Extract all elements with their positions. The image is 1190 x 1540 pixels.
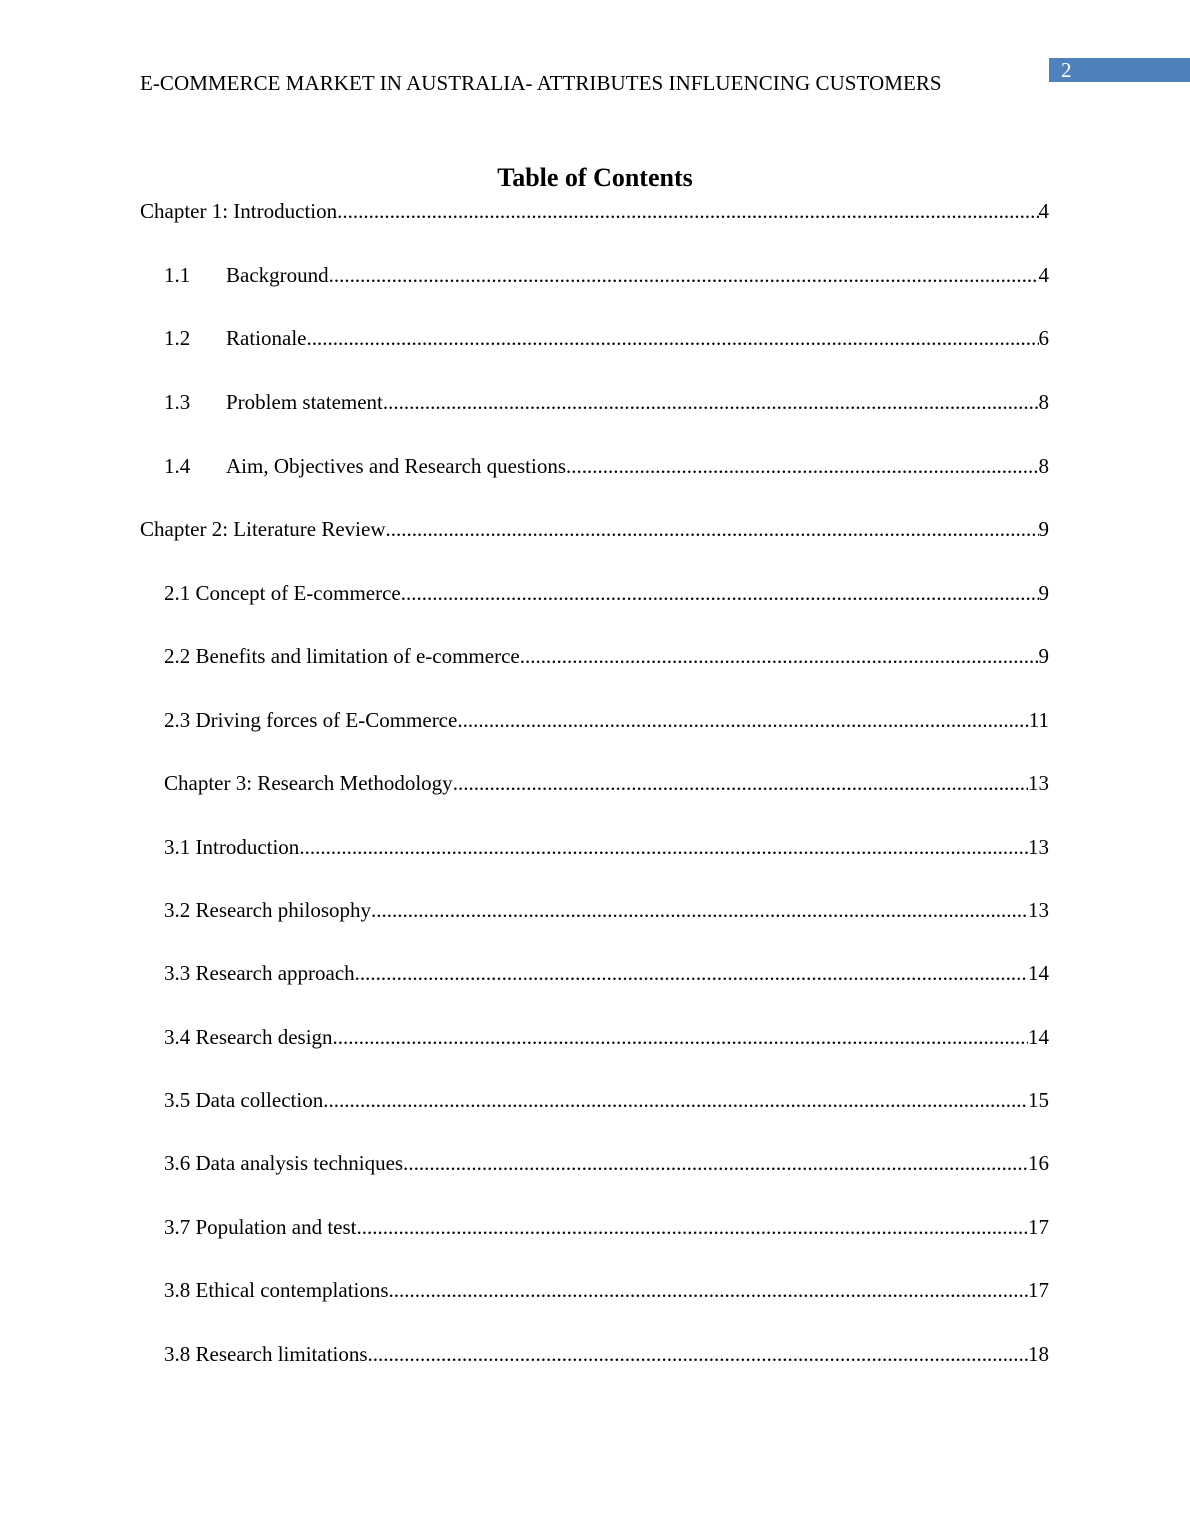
toc-entry-chapter-2[interactable] <box>140 515 1049 543</box>
toc-page-number: 13 <box>1028 835 1049 859</box>
toc-entry-text: 3.8 Research limitations <box>164 1342 368 1366</box>
toc-entry-text: Rationale <box>226 326 307 350</box>
toc-entry-2-1[interactable] <box>164 579 1049 607</box>
toc-entry-1-3[interactable] <box>164 388 1049 416</box>
toc-entry-3-5[interactable] <box>164 1086 1049 1114</box>
toc-page-number: 9 <box>1038 644 1049 668</box>
toc-dot-leader <box>389 1276 1028 1304</box>
toc-entry-text: 3.5 Data collection <box>164 1088 324 1112</box>
toc-page-number: 9 <box>1038 517 1049 541</box>
toc-entry-number: 1.2 <box>164 326 191 350</box>
toc-page-number: 16 <box>1028 1151 1049 1175</box>
toc-dot-leader <box>357 1213 1029 1241</box>
toc-entry-1-2[interactable] <box>164 324 1049 352</box>
toc-page-number: 11 <box>1028 708 1049 732</box>
toc-entry-text: 3.6 Data analysis techniques <box>164 1151 404 1175</box>
page-number: 2 <box>1061 58 1072 82</box>
toc-dot-leader <box>329 261 1039 289</box>
toc-dot-leader <box>457 706 1028 734</box>
toc-entry-2-3[interactable] <box>164 706 1049 734</box>
toc-entry-text: 2.2 Benefits and limitation of e-commerce <box>164 644 520 668</box>
toc-entry-text: Background <box>226 263 329 287</box>
toc-entry-3-7[interactable] <box>164 1213 1049 1241</box>
toc-entry-2-2[interactable] <box>164 642 1049 670</box>
toc-entry-3-6[interactable] <box>164 1149 1049 1177</box>
toc-entry-text: 3.4 Research design <box>164 1025 333 1049</box>
toc-page-number: 4 <box>1038 263 1049 287</box>
toc-page-number: 13 <box>1028 771 1049 795</box>
toc-page-number: 18 <box>1028 1342 1049 1366</box>
toc-entry-text: Chapter 1: Introduction <box>140 199 338 223</box>
toc-page-number: 13 <box>1028 898 1049 922</box>
toc-entry-text: Aim, Objectives and Research questions <box>226 454 566 478</box>
toc-dot-leader <box>383 388 1039 416</box>
toc-dot-leader <box>299 833 1028 861</box>
toc-entry-chapter-3[interactable] <box>164 769 1049 797</box>
toc-entry-3-1[interactable] <box>164 833 1049 861</box>
toc-entry-text: 3.7 Population and test <box>164 1215 357 1239</box>
toc-dot-leader <box>323 1086 1028 1114</box>
toc-page-number: 8 <box>1038 390 1049 414</box>
toc-entry-text: 3.2 Research philosophy <box>164 898 372 922</box>
toc-page-number: 17 <box>1028 1278 1049 1302</box>
toc-entry-text: 2.3 Driving forces of E-Commerce <box>164 708 458 732</box>
toc-entry-1-1[interactable] <box>164 261 1049 289</box>
toc-dot-leader <box>386 515 1039 543</box>
toc-page-number: 9 <box>1038 581 1049 605</box>
toc-dot-leader <box>566 452 1039 480</box>
toc-entry-3-3[interactable] <box>164 959 1049 987</box>
toc-entry-text: 3.8 Ethical contemplations <box>164 1278 389 1302</box>
toc-entry-text: 3.3 Research approach <box>164 961 355 985</box>
toc-entry-text: Chapter 3: Research Methodology <box>164 771 453 795</box>
toc-dot-leader <box>453 769 1028 797</box>
toc-dot-leader <box>368 1340 1028 1368</box>
toc-dot-leader <box>403 1149 1028 1177</box>
toc-entry-text: Chapter 2: Literature Review <box>140 517 386 541</box>
toc-page-number: 17 <box>1028 1215 1049 1239</box>
toc-entry-1-4[interactable] <box>164 452 1049 480</box>
toc-entry-number: 1.1 <box>164 263 191 287</box>
toc-dot-leader <box>333 1023 1028 1051</box>
toc-dot-leader <box>306 324 1038 352</box>
toc-entry-number: 1.4 <box>164 454 191 478</box>
running-header-title: E-COMMERCE MARKET IN AUSTRALIA- ATTRIBUTES INFLUENCING CUSTOMERS <box>140 71 942 95</box>
toc-page-number: 4 <box>1038 199 1049 223</box>
toc-entry-text: 2.1 Concept of E-commerce <box>164 581 401 605</box>
toc-dot-leader <box>401 579 1039 607</box>
toc-entry-chapter-1[interactable] <box>140 197 1049 225</box>
toc-entry-number: 1.3 <box>164 390 191 414</box>
toc-page-number: 15 <box>1028 1088 1049 1112</box>
toc-entry-3-8-ethical[interactable] <box>164 1276 1049 1304</box>
toc-entry-text: Problem statement <box>226 390 383 414</box>
toc-page-number: 14 <box>1028 1025 1049 1049</box>
toc-dot-leader <box>337 197 1038 225</box>
toc-page-number: 14 <box>1028 961 1049 985</box>
toc-dot-leader <box>520 642 1039 670</box>
toc-entry-3-2[interactable] <box>164 896 1049 924</box>
toc-page-number: 8 <box>1038 454 1049 478</box>
toc-title: Table of Contents <box>497 163 693 192</box>
toc-page-number: 6 <box>1038 326 1049 350</box>
toc-entry-3-8-limitations[interactable] <box>164 1340 1049 1368</box>
toc-entry-text: 3.1 Introduction <box>164 835 300 859</box>
toc-entry-3-4[interactable] <box>164 1023 1049 1051</box>
toc-dot-leader <box>355 959 1028 987</box>
toc-dot-leader <box>371 896 1028 924</box>
